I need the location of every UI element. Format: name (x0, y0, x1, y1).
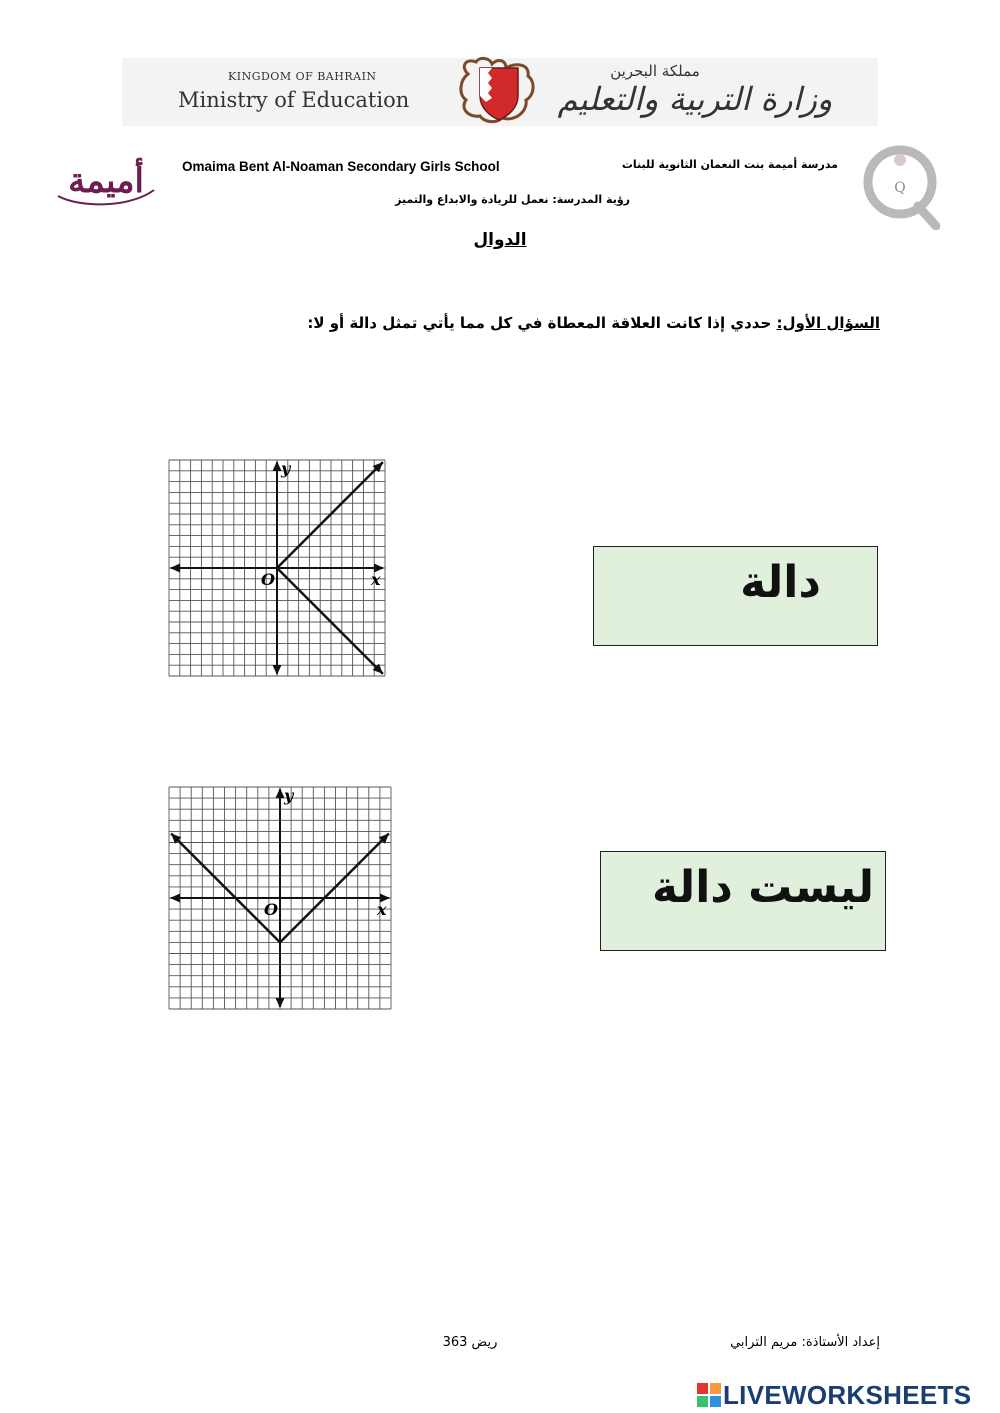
logo-square (697, 1396, 708, 1407)
school-name-en: Omaima Bent Al-Noaman Secondary Girls School (182, 159, 500, 174)
arrowhead (170, 894, 180, 903)
arrowhead (276, 998, 285, 1008)
worksheet-title: الدوال (473, 230, 527, 250)
graph-2 (166, 784, 394, 1012)
school-logo-left-icon (50, 150, 162, 214)
kingdom-label: KINGDOM OF BAHRAIN (228, 70, 377, 83)
logo-square (710, 1396, 721, 1407)
ministry-label: Ministry of Education (178, 88, 410, 112)
origin-label: O (261, 570, 275, 589)
question-text: حددي إذا كانت العلاقة المعطاة في كل مما يأتي تمثل دالة أو لا: (307, 314, 777, 332)
graph-axes (170, 788, 390, 1008)
answer-box-2[interactable]: ليست دالة (600, 851, 886, 951)
y-axis-label: y (284, 786, 294, 805)
x-axis-label: x (371, 570, 381, 589)
bahrain-emblem-icon (458, 56, 540, 126)
logo-square (697, 1383, 708, 1394)
quality-logo-text: Q (894, 180, 906, 196)
liveworksheets-watermark: LIVEWORKSHEETS (723, 1380, 972, 1410)
relation-ray (171, 834, 280, 943)
prepared-by: إعداد الأستاذة: مريم الترابي (730, 1335, 880, 1350)
school-vision: رؤية المدرسة: نعمل للريادة والابداع والتميز (395, 193, 630, 206)
liveworksheets-logo-icon (697, 1383, 721, 1407)
origin-label: O (264, 900, 278, 919)
relation-ray (277, 462, 383, 568)
x-axis-label: x (377, 900, 387, 919)
answer-box-1[interactable]: دالة (593, 546, 878, 646)
school-name-ar: مدرسة أميمة بنت النعمان الثانوية للبنات (621, 158, 838, 171)
graph-1 (166, 457, 388, 679)
quality-logo-icon (860, 140, 940, 230)
arrowhead (170, 564, 180, 573)
ministry-label-ar: وزارة التربية والتعليم (557, 80, 833, 118)
kingdom-label-ar: مملكة البحرين (610, 62, 700, 80)
relation-ray (277, 568, 383, 674)
y-axis-label: y (281, 459, 291, 478)
question-label: السؤال الأول: (776, 314, 880, 332)
arrowhead (273, 665, 282, 675)
relation-ray (280, 834, 389, 943)
logo-square (710, 1383, 721, 1394)
question-prompt (280, 314, 880, 332)
school-logo-left-text: أميمة (68, 161, 144, 201)
course-code: ريض 363 (442, 1335, 498, 1350)
